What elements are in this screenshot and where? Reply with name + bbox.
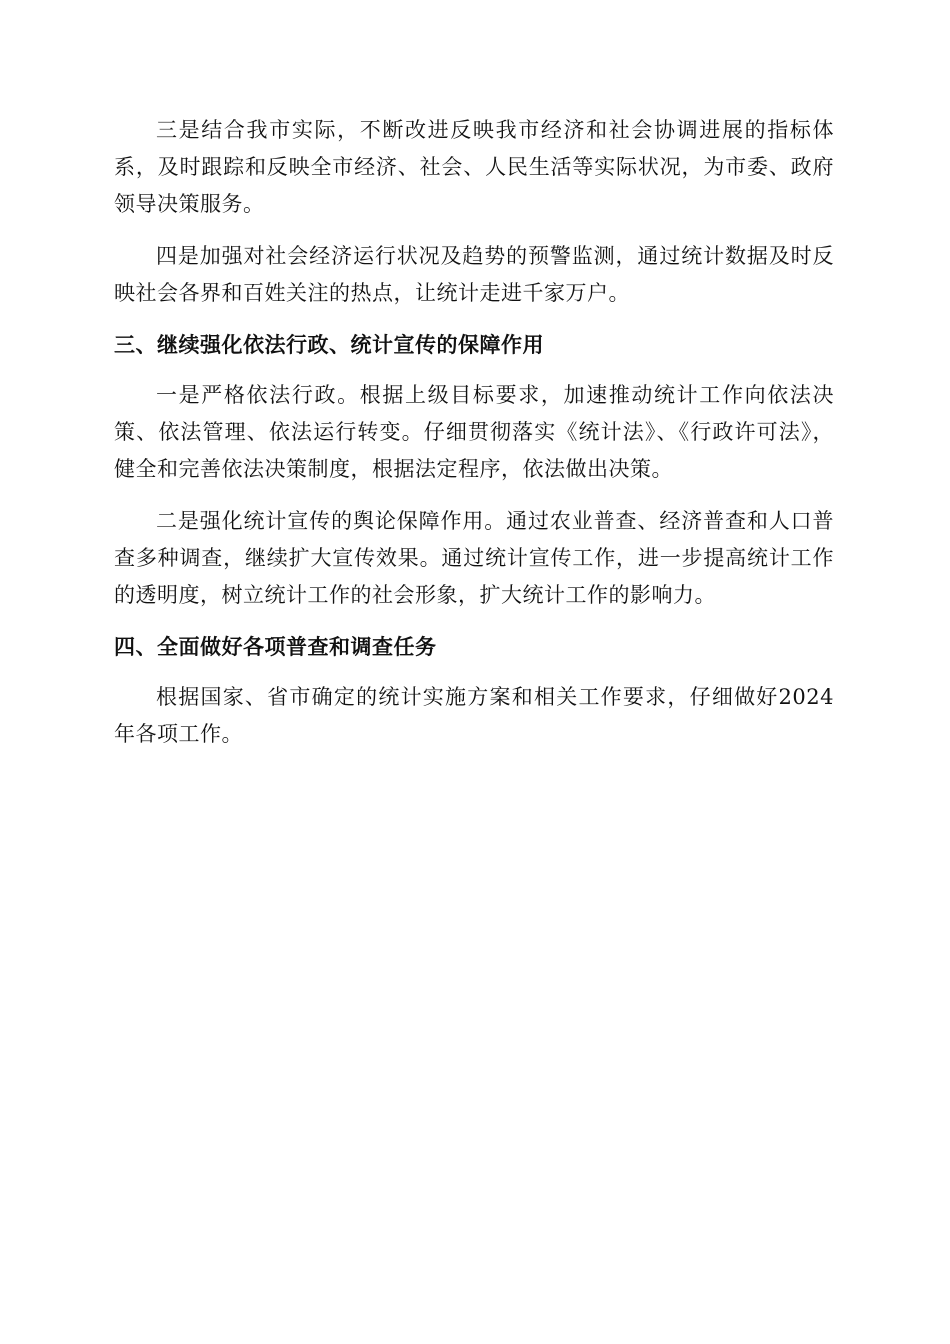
paragraph-census-tasks: 根据国家、省市确定的统计实施方案和相关工作要求，仔细做好2024年各项工作。 (114, 685, 834, 746)
paragraph-indicator-system: 三是结合我市实际，不断改进反映我市经济和社会协调进展的指标体系，及时跟踪和反映全市经济、社会、人民生活等实际状况，为市委、政府领导决策服务。 (114, 118, 834, 216)
paragraph-early-warning: 四是加强对社会经济运行状况及趋势的预警监测，通过统计数据及时反映社会各界和百姓关注的热点，让统计走进千家万户。 (114, 244, 834, 305)
section-heading-3: 三、继续强化依法行政、统计宣传的保障作用 (114, 333, 544, 357)
document-body (114, 112, 834, 768)
section-heading-4: 四、全面做好各项普查和调查任务 (114, 635, 437, 659)
paragraph-law-administration: 一是严格依法行政。根据上级目标要求，加速推动统计工作向依法决策、依法管理、依法运行转变。仔细贯彻落实《统计法》、《行政许可法》，健全和完善依法决策制度，根据法定程序，依法做出决策。 (114, 383, 834, 481)
paragraph-publicity: 二是强化统计宣传的舆论保障作用。通过农业普查、经济普查和人口普查多种调查，继续扩大宣传效果。通过统计宣传工作，进一步提高统计工作的透明度，树立统计工作的社会形象，扩大统计工作的影响力。 (114, 509, 834, 607)
